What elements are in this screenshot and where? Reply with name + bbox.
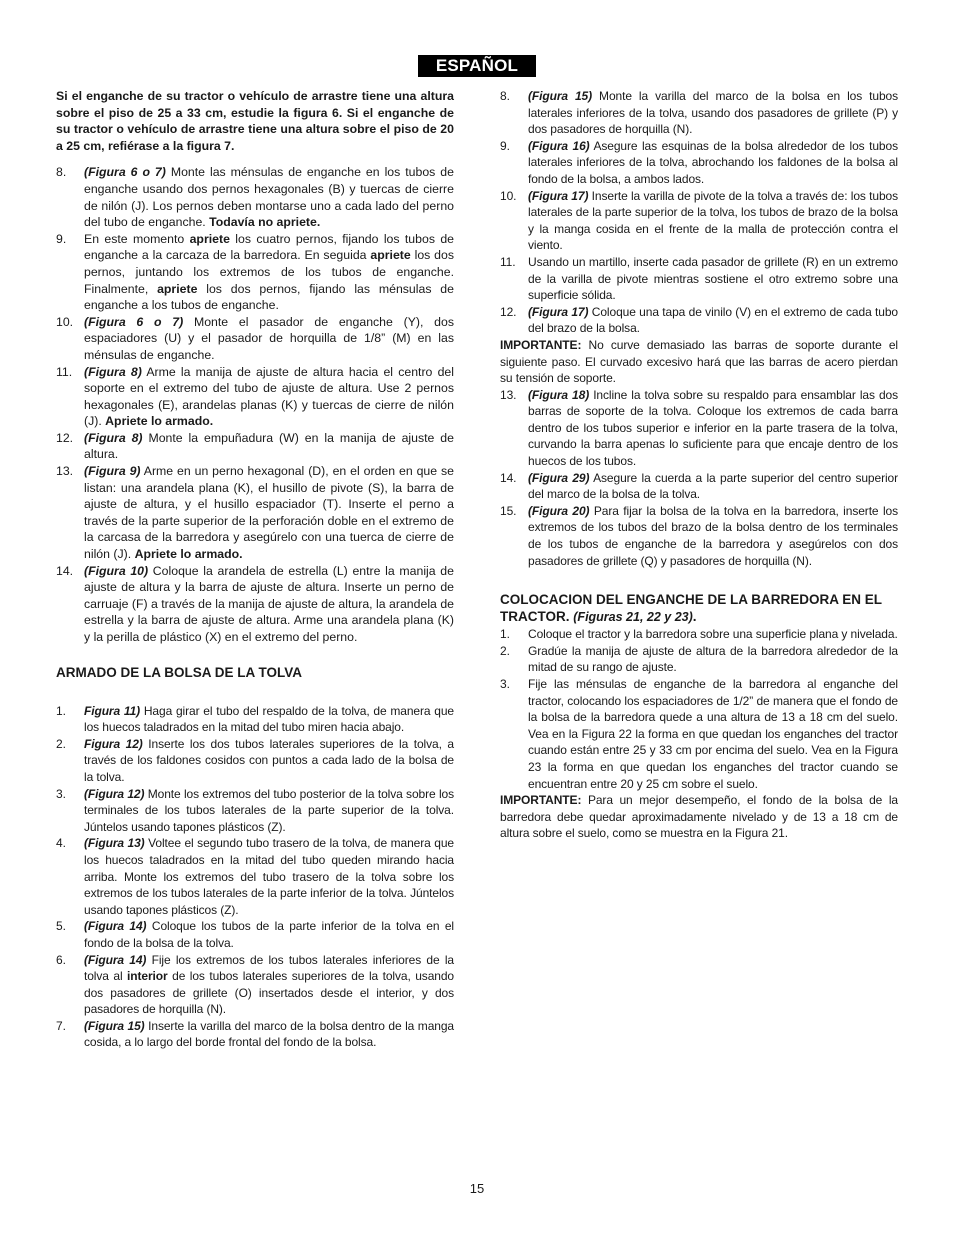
- list-item: 14. (Figura 10) Coloque la arandela de estrella (L) entre la manija de ajuste de altura y la barra de ajuste de altura. Inserte un perno de carruaje (F) a través de la manija de ajuste de altura, la arandela de estrella y la barra de ajuste de altura. Arme una arandela plana (K) y la perilla de plástico (X) en el extremo del perno.: [56, 563, 454, 644]
- page-number: 15: [469, 1181, 485, 1196]
- right-column: [500, 88, 898, 842]
- list-item: 8. (Figura 6 o 7) Monte las ménsulas de enganche en los tubos de enganche usando dos pernos hexagonales (B) y tuercas de cierre de nilón (J). Los pernos deben montarse uno a cada lado del perno del tubo de enganche. Todavía no apriete.: [56, 165, 454, 230]
- list-item: 4. (Figura 13) Voltee el segundo tubo trasero de la tolva, de manera que los huecos taladrados en la mitad del tubo queden mirando hacia arriba. Monte los extremos del tubo trasero de la tolva sobre los extremos de los tubos laterales de la parte inferior de la tolva. Júntelos usando tapones plásticos (Z).: [56, 836, 454, 917]
- list-item: 13. (Figura 18) Incline la tolva sobre su respaldo para ensamblar las dos barras de soporte de la tolva. Coloque los extremos de cada barra dentro de los tubos superior e inferior en la parte trasera de la tolva, curvando la barra apenas lo suficiente para que encaje dentro de los huecos de los tubos.: [500, 387, 899, 469]
- important-note: IMPORTANTE: Para un mejor desempeño, el fondo de la bolsa de la barredora debe quedar aproximadamente nivelado y de 13 a 18 cm de altura sobre el suelo, como se muestra en la Figura 21.: [500, 793, 898, 841]
- important-note: IMPORTANTE: No curve demasiado las barras de soporte durante el siguiente paso. El curvado excesivo hará que las barras de acero pierdan su tensión de soporte.: [500, 337, 898, 386]
- list-item: 5. (Figura 14) Coloque los tubos de la parte inferior de la tolva en el fondo de la bolsa de la tolva.: [56, 919, 454, 950]
- list-item: 6. (Figura 14) Fije los extremos de los tubos laterales inferiores de la tolva al interior de los tubos laterales superiores de la tolva, usando dos pasadores de grillete (O) insertados desde el interior, y dos pasadores de horquilla (N).: [56, 952, 454, 1017]
- list-item: 1. Figura 11) Haga girar el tubo del respaldo de la tolva, de manera que los huecos taladrados en la mitad del tubo miren hacia abajo.: [56, 703, 454, 735]
- list-item: 8. (Figura 15) Monte la varilla del marco de la bolsa en los tubos laterales inferiores de la tolva, usando dos pasadores de grillete (P) y dos pasadores de horquilla (N).: [500, 89, 898, 137]
- list-item: 11. Usando un martillo, inserte cada pasador de grillete (R) en un extremo de la varilla de pivote mientras sostiene el otro extremo sobre una superficie sólida.: [500, 254, 898, 303]
- left-column: [56, 88, 454, 1051]
- list-item: 2. Gradúe la manija de ajuste de altura de la barredora alrededor de la mitad de su rango de ajuste.: [500, 643, 898, 675]
- list-item: 15. (Figura 20) Para fijar la bolsa de la tolva en la barredora, inserte los extremos de los tubos del brazo de la bolsa dentro de los terminales de los tubos de enganche de la barredora y asegúrelos con dos pasadores de grillete (Q) y pasadores de horquilla (N).: [500, 503, 898, 568]
- list-item: 3. Fije las ménsulas de enganche de la barredora al enganche del tractor, colocando los espaciadores de 1/2” de manera que el fondo de la bolsa de la barredora quede a una altura de 13 a 18 cm del suelo. Vea en la Figura 22 la forma en que quedan los enganches del tractor cuando están entre 25 y 33 cm por encima del suelo. Vea en la Figura 23 la forma en que quedan los enganches del tractor cuando se encuentran entre 20 y 25 cm sobre el suelo.: [500, 677, 898, 791]
- list-item: 9. (Figura 16) Asegure las esquinas de la bolsa alrededor de los tubos laterales inferiores de la tolva, abrochando los faldones de la bolsa al fondo de la bolsa, a ambos lados.: [500, 138, 898, 186]
- list-item: 12. (Figura 8) Monte la empuñadura (W) en la manija de ajuste de altura.: [56, 430, 454, 462]
- section-heading: COLOCACION DEL ENGANCHE DE LA BARREDORA EN EL TRACTOR. (Figuras 21, 22 y 23).: [500, 592, 882, 625]
- list-item: 13. (Figura 9) Arme en un perno hexagonal (D), en el orden en que se listan: una arandela plana (K), el husillo de pivote (S), la barra de ajuste de altura, y el husillo espaciador (T). Inserte el perno a través de la parte superior de la perforación doble en el extremo de la carcasa de la barredora y asegúrelo con una tuerca de cierre de nilón (J). Apriete lo armado.: [56, 464, 454, 562]
- section-heading: ARMADO DE LA BOLSA DE LA TOLVA: [56, 664, 302, 680]
- list-item: 10. (Figura 6 o 7) Monte el pasador de enganche (Y), dos espaciadores (U) y el pasador de horquilla de 1/8” (M) en las ménsulas de enganche.: [56, 314, 454, 362]
- list-item: 7. (Figura 15) Inserte la varilla del marco de la bolsa dentro de la manga cosida, a lo largo del borde frontal del fondo de la bolsa.: [56, 1018, 454, 1050]
- list-item: 11. (Figura 8) Arme la manija de ajuste de altura hacia el centro del soporte en el extremo del tubo de ajuste de altura. Use 2 pernos hexagonales (E), arandelas planas (K) y tuercas de cierre de nilón (J). Apriete lo armado.: [56, 364, 454, 429]
- list-item: 14. (Figura 29) Asegure la cuerda a la parte superior del centro superior del marco de la bolsa de la tolva.: [500, 470, 898, 502]
- list-item: 12. (Figura 17) Coloque una tapa de vinilo (V) en el extremo de cada tubo del brazo de la bolsa.: [500, 304, 898, 336]
- list-item: 1. Coloque el tractor y la barredora sobre una superficie plana y nivelada.: [500, 627, 898, 642]
- language-badge: ESPAÑOL: [418, 55, 536, 77]
- list-item: 9. En este momento apriete los cuatro pernos, fijando los tubos de enganche a la carcaza de la barredora. En seguida apriete los dos pernos, juntando los extremos de los tubos de enganche. Finalmente, apriete los dos pernos, fijando las ménsulas de enganche a los tubos de enganche.: [56, 231, 454, 313]
- list-item: 10. (Figura 17) Inserte la varilla de pivote de la tolva a través de: los tubos laterales de la parte superior de la tolva, los tubos de brazo de la bolsa y la manga cosida en el frente de la malla de protección contra el viento.: [500, 188, 898, 253]
- intro-paragraph: Si el enganche de su tractor o vehículo de arrastre tiene una altura sobre el piso de 25 a 33 cm, estudie la figura 6. Si el enganche de su tractor o vehículo de arrastre tiene una altura sobre el piso de 20 a 25 cm, refiérase a la figura 7.: [56, 89, 454, 153]
- list-item: 3. (Figura 12) Monte los extremos del tubo posterior de la tolva sobre los terminales de los tubos laterales de la parte superior de la tolva. Júntelos usando tapones plásticos (Z).: [56, 786, 454, 834]
- list-item: 2. Figura 12) Inserte los dos tubos laterales superiores de la tolva, a través de los faldones cosidos con puntos a cada lado de la bolsa de la tolva.: [56, 736, 454, 784]
